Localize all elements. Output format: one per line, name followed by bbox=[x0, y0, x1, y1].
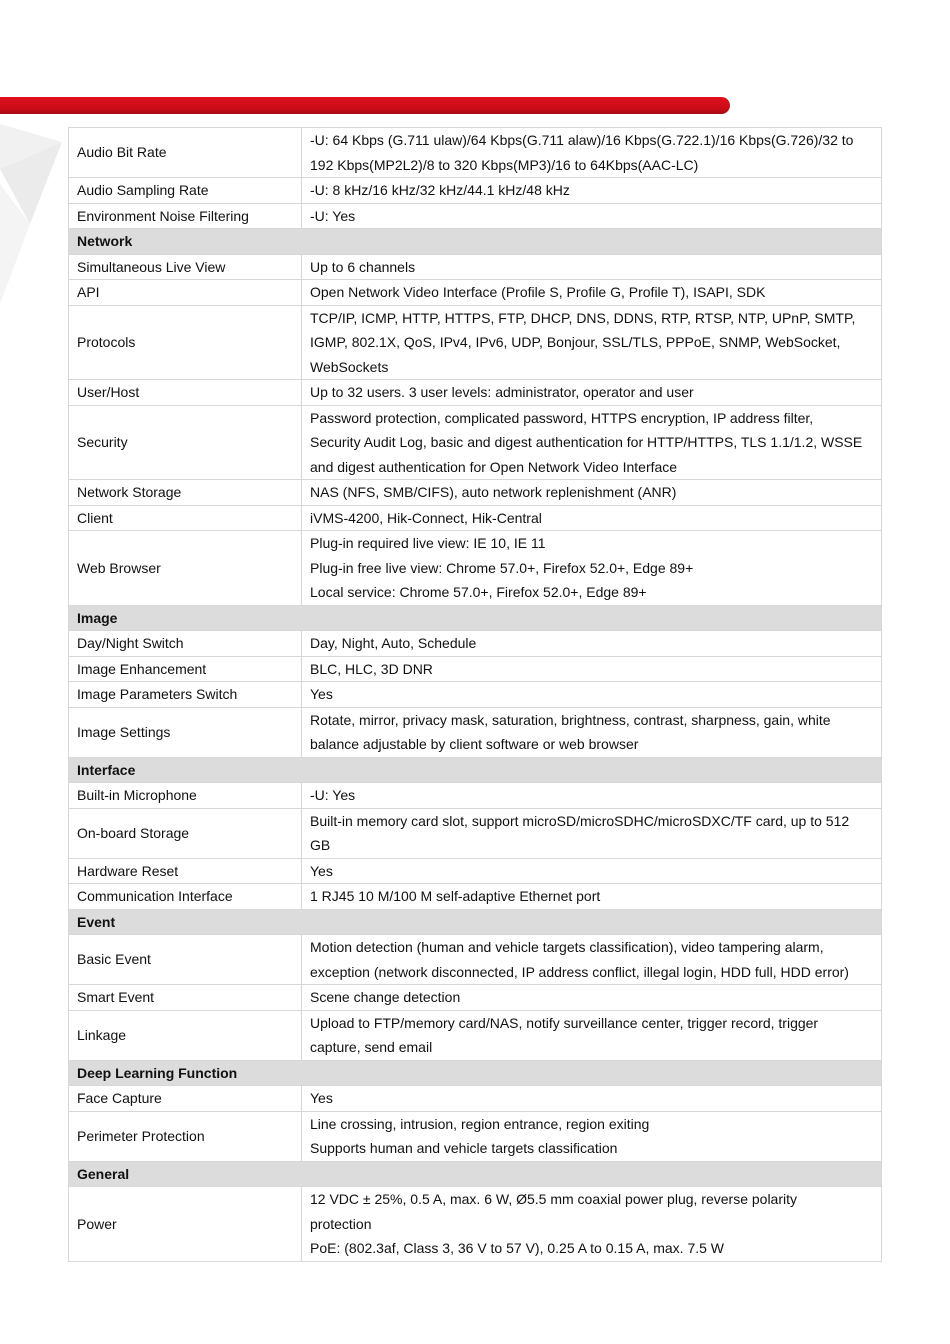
spec-value bbox=[302, 280, 882, 306]
spec-value-line: Supports human and vehicle targets classification bbox=[310, 1140, 618, 1156]
section-title: Image bbox=[69, 605, 882, 631]
spec-label: Power bbox=[69, 1187, 302, 1262]
section-title: Network bbox=[69, 229, 882, 255]
spec-label: API bbox=[69, 280, 302, 306]
spec-value bbox=[302, 128, 882, 178]
spec-label: Day/Night Switch bbox=[69, 631, 302, 657]
spec-label: On-board Storage bbox=[69, 808, 302, 858]
spec-value bbox=[302, 480, 882, 506]
spec-row bbox=[69, 783, 882, 809]
spec-value-line: Local service: Chrome 57.0+, Firefox 52.0+, Edge 89+ bbox=[310, 584, 647, 600]
spec-label: Environment Noise Filtering bbox=[69, 203, 302, 229]
spec-value-line: 12 VDC ± 25%, 0.5 A, max. 6 W, Ø5.5 mm coaxial power plug, reverse polarity bbox=[310, 1191, 797, 1207]
spec-value-line: Yes bbox=[310, 862, 333, 879]
section-header-row bbox=[69, 909, 882, 935]
spec-value bbox=[302, 1111, 882, 1161]
spec-value bbox=[302, 254, 882, 280]
spec-row bbox=[69, 305, 882, 380]
spec-value-line: protection bbox=[310, 1215, 372, 1232]
spec-value-line: Yes bbox=[310, 686, 333, 702]
spec-value-line: Up to 32 users. 3 user levels: administrator, operator and user bbox=[310, 384, 694, 400]
spec-value-line: Up to 6 channels bbox=[310, 258, 416, 275]
section-header-row bbox=[69, 757, 882, 783]
spec-value bbox=[302, 858, 882, 884]
spec-value-line: PoE: (802.3af, Class 3, 36 V to 57 V), 0.25 A to 0.15 A, max. 7.5 W bbox=[310, 1240, 725, 1256]
spec-value-line: balance adjustable by client software or web browser bbox=[310, 736, 639, 752]
spec-row bbox=[69, 682, 882, 708]
spec-row bbox=[69, 280, 882, 306]
spec-value bbox=[302, 884, 882, 910]
spec-value bbox=[302, 783, 882, 809]
spec-label: User/Host bbox=[69, 380, 302, 406]
spec-label: Built-in Microphone bbox=[69, 783, 302, 809]
spec-value bbox=[302, 405, 882, 480]
spec-value-line: WebSockets bbox=[310, 358, 389, 375]
spec-value bbox=[302, 531, 882, 606]
section-title: General bbox=[69, 1161, 882, 1187]
spec-value-line: iVMS-4200, Hik-Connect, Hik-Central bbox=[310, 509, 542, 526]
spec-value-line: capture, send email bbox=[310, 1039, 433, 1055]
spec-value bbox=[302, 808, 882, 858]
spec-value-line: BLC, HLC, 3D DNR bbox=[310, 660, 433, 677]
brand-header-bar bbox=[0, 97, 730, 114]
spec-value-line: Line crossing, intrusion, region entrance, region exiting bbox=[310, 1115, 650, 1132]
spec-label: Web Browser bbox=[69, 531, 302, 606]
section-header-row bbox=[69, 1060, 882, 1086]
spec-label: Communication Interface bbox=[69, 884, 302, 910]
spec-value bbox=[302, 178, 882, 204]
spec-label: Security bbox=[69, 405, 302, 480]
spec-row bbox=[69, 884, 882, 910]
spec-row bbox=[69, 531, 882, 606]
spec-value bbox=[302, 656, 882, 682]
spec-label: Client bbox=[69, 505, 302, 531]
spec-label: Network Storage bbox=[69, 480, 302, 506]
spec-value bbox=[302, 935, 882, 985]
spec-row bbox=[69, 1010, 882, 1060]
spec-label: Linkage bbox=[69, 1010, 302, 1060]
spec-value-line: Yes bbox=[310, 1090, 333, 1106]
spec-row bbox=[69, 985, 882, 1011]
spec-label: Smart Event bbox=[69, 985, 302, 1011]
spec-row bbox=[69, 480, 882, 506]
spec-label: Basic Event bbox=[69, 935, 302, 985]
spec-label: Hardware Reset bbox=[69, 858, 302, 884]
spec-row bbox=[69, 405, 882, 480]
spec-value bbox=[302, 707, 882, 757]
spec-row bbox=[69, 808, 882, 858]
spec-value-line: Open Network Video Interface (Profile S, Profile G, Profile T), ISAPI, SDK bbox=[310, 284, 766, 300]
spec-value bbox=[302, 203, 882, 229]
spec-row bbox=[69, 631, 882, 657]
decorative-triangle-graphic bbox=[0, 114, 70, 314]
spec-value-line: and digest authentication for Open Network Video Interface bbox=[310, 458, 678, 475]
spec-value-line: Upload to FTP/memory card/NAS, notify surveillance center, trigger record, trigger bbox=[310, 1014, 819, 1031]
spec-value-line: TCP/IP, ICMP, HTTP, HTTPS, FTP, DHCP, DNS, DDNS, RTP, RTSP, NTP, UPnP, SMTP, bbox=[310, 309, 856, 326]
spec-value-line: 192 Kbps(MP2L2)/8 to 320 Kbps(MP3)/16 to 64Kbps(AAC-LC) bbox=[310, 156, 699, 173]
section-header-row bbox=[69, 1161, 882, 1187]
spec-value-line: GB bbox=[310, 837, 331, 853]
spec-value-line: Scene change detection bbox=[310, 989, 461, 1005]
spec-value-line: Built-in memory card slot, support microSD/microSDHC/microSDXC/TF card, up to 512 bbox=[310, 812, 850, 829]
spec-row bbox=[69, 858, 882, 884]
spec-value-line: Security Audit Log, basic and digest authentication for HTTP/HTTPS, TLS 1.1/1.2, WSSE bbox=[310, 434, 863, 450]
spec-row bbox=[69, 505, 882, 531]
section-header-row bbox=[69, 605, 882, 631]
spec-row bbox=[69, 203, 882, 229]
spec-value-line: exception (network disconnected, IP address conflict, illegal login, HDD full, HDD error) bbox=[310, 963, 849, 980]
spec-label: Image Enhancement bbox=[69, 656, 302, 682]
spec-value-line: IGMP, 802.1X, QoS, IPv4, IPv6, UDP, Bonjour, SSL/TLS, PPPoE, SNMP, WebSocket, bbox=[310, 334, 841, 350]
section-title: Event bbox=[69, 909, 882, 935]
spec-value-line: Password protection, complicated password, HTTPS encryption, IP address filter, bbox=[310, 409, 814, 426]
spec-value-line: NAS (NFS, SMB/CIFS), auto network replenishment (ANR) bbox=[310, 484, 677, 500]
spec-value bbox=[302, 682, 882, 708]
spec-label: Image Parameters Switch bbox=[69, 682, 302, 708]
spec-row bbox=[69, 128, 882, 178]
specification-table-body bbox=[69, 128, 882, 1262]
spec-value bbox=[302, 1086, 882, 1112]
spec-value bbox=[302, 1010, 882, 1060]
spec-value-line: -U: Yes bbox=[310, 207, 356, 224]
spec-value bbox=[302, 305, 882, 380]
spec-row bbox=[69, 380, 882, 406]
spec-value-line: -U: 8 kHz/16 kHz/32 kHz/44.1 kHz/48 kHz bbox=[310, 182, 570, 198]
section-title: Deep Learning Function bbox=[69, 1060, 882, 1086]
spec-label: Perimeter Protection bbox=[69, 1111, 302, 1161]
spec-label: Image Settings bbox=[69, 707, 302, 757]
spec-value-line: Rotate, mirror, privacy mask, saturation, brightness, contrast, sharpness, gain, white bbox=[310, 711, 831, 728]
spec-value bbox=[302, 505, 882, 531]
spec-value-line: -U: Yes bbox=[310, 787, 356, 803]
spec-label: Audio Sampling Rate bbox=[69, 178, 302, 204]
spec-row bbox=[69, 656, 882, 682]
spec-value-line: Motion detection (human and vehicle targets classification), video tampering alarm, bbox=[310, 939, 824, 955]
spec-value bbox=[302, 1187, 882, 1262]
spec-value-line: 1 RJ45 10 M/100 M self-adaptive Ethernet port bbox=[310, 888, 601, 904]
spec-row bbox=[69, 1187, 882, 1262]
spec-label: Audio Bit Rate bbox=[69, 128, 302, 178]
spec-row bbox=[69, 254, 882, 280]
spec-value bbox=[302, 380, 882, 406]
specification-table bbox=[68, 127, 882, 1262]
spec-value bbox=[302, 985, 882, 1011]
spec-row bbox=[69, 1086, 882, 1112]
spec-value bbox=[302, 631, 882, 657]
spec-label: Protocols bbox=[69, 305, 302, 380]
spec-row bbox=[69, 935, 882, 985]
spec-value-line: Plug-in free live view: Chrome 57.0+, Firefox 52.0+, Edge 89+ bbox=[310, 559, 694, 576]
section-title: Interface bbox=[69, 757, 882, 783]
spec-value-line: -U: 64 Kbps (G.711 ulaw)/64 Kbps(G.711 alaw)/16 Kbps(G.722.1)/16 Kbps(G.726)/32 to bbox=[310, 132, 854, 148]
spec-value-line: Day, Night, Auto, Schedule bbox=[310, 635, 477, 651]
spec-row bbox=[69, 707, 882, 757]
spec-label: Simultaneous Live View bbox=[69, 254, 302, 280]
section-header-row bbox=[69, 229, 882, 255]
spec-value-line: Plug-in required live view: IE 10, IE 11 bbox=[310, 535, 546, 551]
spec-row bbox=[69, 1111, 882, 1161]
spec-row bbox=[69, 178, 882, 204]
spec-label: Face Capture bbox=[69, 1086, 302, 1112]
